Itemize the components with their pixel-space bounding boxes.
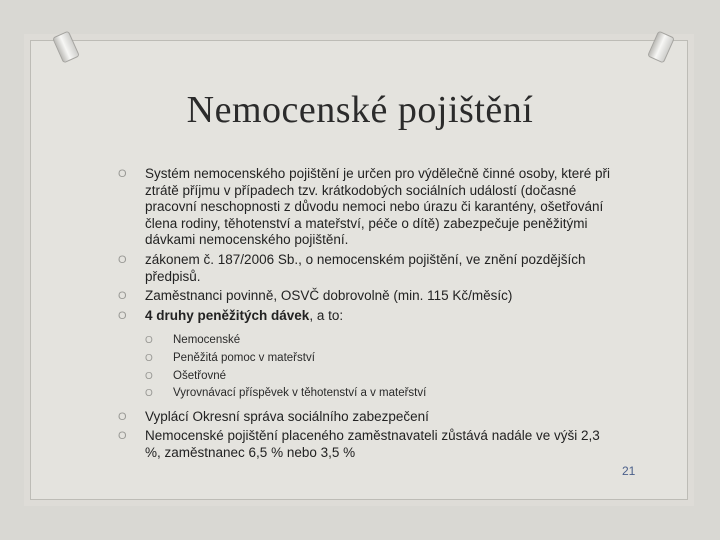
sub-bullet-text: Nemocenské: [173, 334, 241, 347]
bullet-icon: O: [118, 168, 127, 180]
sub-bullet-text: Ošetřovné: [173, 369, 227, 382]
sub-bullet-item: [145, 368, 618, 386]
bullet-icon: O: [118, 430, 127, 443]
bullet-text: zákonem č. 187/2006 Sb., o nemocenském pojištění, ve znění pozdějších předpisů.: [145, 251, 586, 284]
bullet-bold-text: 4 druhy peněžitých dávek: [145, 307, 310, 323]
bullet-text: , a to:: [309, 307, 344, 323]
bullet-text: Zaměstnanci povinně, OSVČ dobrovolně (min. 115 Kč/měsíc): [145, 288, 513, 304]
sub-bullet-list: [145, 332, 618, 402]
bullet-icon: O: [145, 370, 153, 382]
bullet-icon: O: [145, 352, 153, 364]
bullet-icon: O: [118, 253, 127, 266]
bullet-list: [118, 166, 618, 465]
bullet-item: [118, 308, 618, 325]
sub-bullet-item: [145, 385, 618, 403]
bullet-icon: O: [118, 290, 127, 303]
bullet-text: Vyplácí Okresní správa sociálního zabezpečení: [145, 408, 429, 424]
bullet-icon: O: [145, 388, 153, 400]
sub-bullet-text: Peněžitá pomoc v mateřství: [173, 351, 315, 364]
bullet-text: Systém nemocenského pojištění je určen pro výdělečně činné osoby, které při ztrátě příjmu v případech tzv. krátkodobých sociálních událostí (dočasné pracovní neschopnosti z důvodu nemoci nebo úrazu či karantény, ošetřování člena rodiny, těhotenství a mateřství, péče o dítě) zabezpečuje peněžitými dávkami nemocenského pojištění.: [145, 166, 610, 248]
bullet-icon: O: [118, 410, 127, 423]
bullet-item: [118, 409, 618, 426]
bullet-icon: O: [145, 335, 153, 347]
bullet-item: [118, 288, 618, 305]
bullet-item: [118, 428, 618, 461]
sub-bullet-item: [145, 332, 618, 350]
bullet-item: [118, 166, 618, 249]
bullet-item: [118, 252, 618, 285]
bullet-text: Nemocenské pojištění placeného zaměstnavateli zůstává nadále ve výši 2,3 %, zaměstnanec 6,5 % nebo 3,5 %: [145, 428, 600, 460]
bullet-icon: O: [118, 309, 127, 322]
sub-bullet-item: [145, 350, 618, 368]
slide-number: 21: [622, 464, 636, 478]
sub-bullet-text: Vyrovnávací příspěvek v těhotenství a v mateřství: [173, 387, 427, 400]
slide-title: Nemocenské pojištění: [186, 89, 534, 131]
